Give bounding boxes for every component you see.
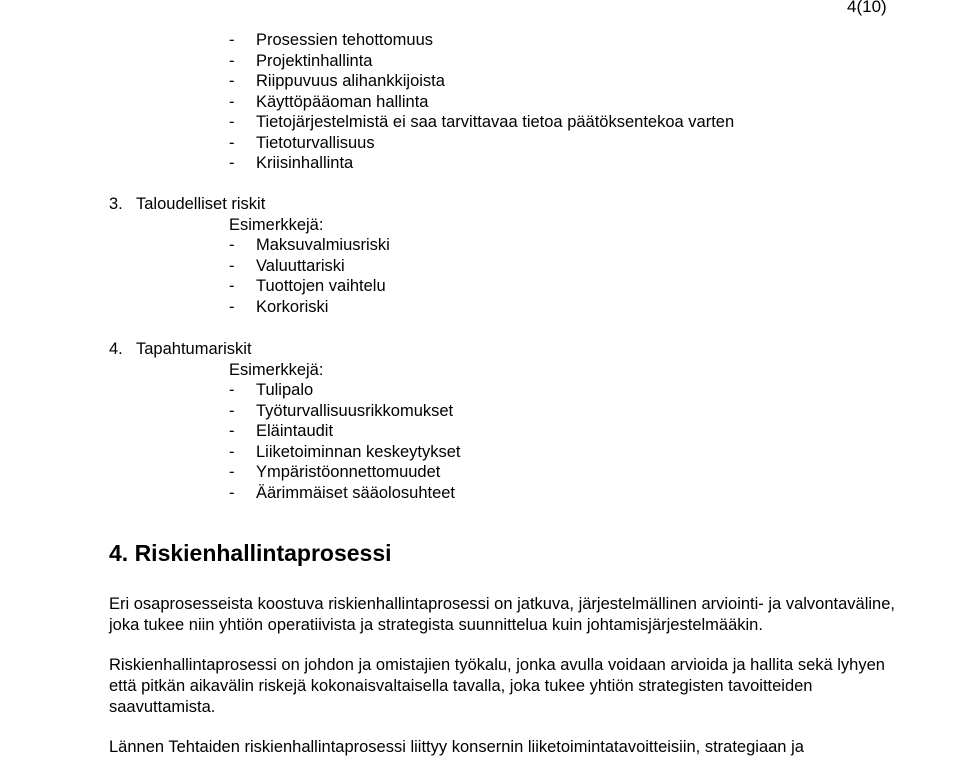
dash-bullet: - (229, 422, 235, 440)
list-item-text: Tietoturvallisuus (256, 133, 375, 152)
dash-bullet: - (229, 277, 235, 295)
paragraph-line: saavuttamista. (109, 698, 216, 716)
list-item (229, 30, 734, 51)
section-title: Tapahtumariskit (136, 340, 252, 358)
dash-bullet: - (229, 133, 235, 152)
section-heading (109, 194, 390, 215)
list-item-text: Prosessien tehottomuus (256, 31, 434, 49)
dash-bullet: - (229, 483, 235, 502)
dash-bullet: - (229, 256, 235, 275)
paragraph-line: Riskienhallintaprosessi on johdon ja omistajien työkalu, jonka avulla voidaan arvioida ja hallita sekä lyhyen (109, 656, 885, 674)
chapter-heading: 4. Riskienhallintaprosessi (109, 540, 392, 566)
list-item-text: Projektinhallinta (256, 51, 373, 70)
list-item-text: Tuottojen vaihtelu (256, 277, 386, 295)
list-item (229, 401, 461, 422)
list-item (229, 51, 734, 72)
list-item-text: Kriisinhallinta (256, 154, 354, 172)
paragraph-line: Lännen Tehtaiden riskienhallintaprosessi liittyy konsernin liiketoimintatavoitteisiin, strategiaan ja (109, 738, 804, 756)
list-item (229, 133, 734, 154)
dash-bullet: - (229, 442, 235, 461)
dash-bullet: - (229, 92, 235, 111)
section-number: 4. (109, 340, 123, 358)
list-item (229, 276, 390, 297)
paragraph (109, 594, 959, 636)
list-item (229, 153, 734, 174)
dash-bullet: - (229, 51, 235, 70)
paragraph-line: Eri osaprosesseista koostuva riskienhallintaprosessi on jatkuva, järjestelmällinen arviointi- ja valvontaväline, (109, 595, 895, 613)
list-item (229, 297, 390, 318)
list-item-text: Tulipalo (256, 381, 314, 399)
paragraph (109, 655, 959, 718)
list-item (229, 235, 390, 256)
section-number: 3. (109, 195, 123, 213)
example-list (229, 235, 390, 317)
dash-bullet: - (229, 154, 235, 172)
paragraph-line: joka tukee niin yhtiön operatiivista ja strategista suunnittelua kuin johtamisjärjestelmääkin. (109, 616, 763, 634)
list-item-text: Ympäristöonnettomuudet (256, 463, 441, 481)
list-item-text: Äärimmäiset sääolosuhteet (256, 483, 456, 502)
list-item-text: Maksuvalmiusriski (256, 236, 390, 254)
list-item-text: Työturvallisuusrikkomukset (256, 401, 454, 420)
continued-risk-list (229, 30, 734, 174)
dash-bullet: - (229, 72, 235, 90)
list-item-text: Tietojärjestelmistä ei saa tarvittavaa tietoa päätöksentekoa varten (256, 113, 735, 131)
examples-label: Esimerkkejä: (229, 360, 324, 379)
list-item-text: Korkoriski (256, 297, 329, 316)
dash-bullet: - (229, 297, 235, 316)
list-item (229, 112, 734, 133)
section-heading (109, 339, 461, 360)
dash-bullet: - (229, 236, 235, 254)
list-item (229, 256, 390, 277)
dash-bullet: - (229, 381, 235, 399)
page-number: 4(10) (847, 0, 887, 16)
dash-bullet: - (229, 401, 235, 420)
list-item-text: Liiketoiminnan keskeytykset (256, 442, 461, 461)
list-item (229, 71, 734, 92)
list-item-text: Valuuttariski (256, 256, 345, 275)
financial-risks-section (109, 194, 390, 317)
section-title: Taloudelliset riskit (136, 195, 266, 213)
dash-bullet: - (229, 113, 235, 131)
list-item (229, 421, 461, 442)
paragraph-line: että pitkän aikavälin riskejä kokonaisvaltaisella tavalla, joka tukee yhtiön strategisten tavoitteiden (109, 677, 813, 695)
list-item-text: Käyttöpääoman hallinta (256, 92, 429, 111)
example-list (229, 380, 461, 503)
list-item-text: Riippuvuus alihankkijoista (256, 72, 445, 90)
examples-label: Esimerkkejä: (229, 215, 324, 234)
dash-bullet: - (229, 31, 235, 49)
list-item (229, 462, 461, 483)
list-item (229, 380, 461, 401)
list-item-text: Eläintaudit (256, 422, 334, 440)
list-item (229, 442, 461, 463)
list-item (229, 483, 461, 504)
list-item (229, 92, 734, 113)
event-risks-section (109, 339, 461, 503)
dash-bullet: - (229, 463, 235, 481)
paragraph (109, 737, 959, 758)
